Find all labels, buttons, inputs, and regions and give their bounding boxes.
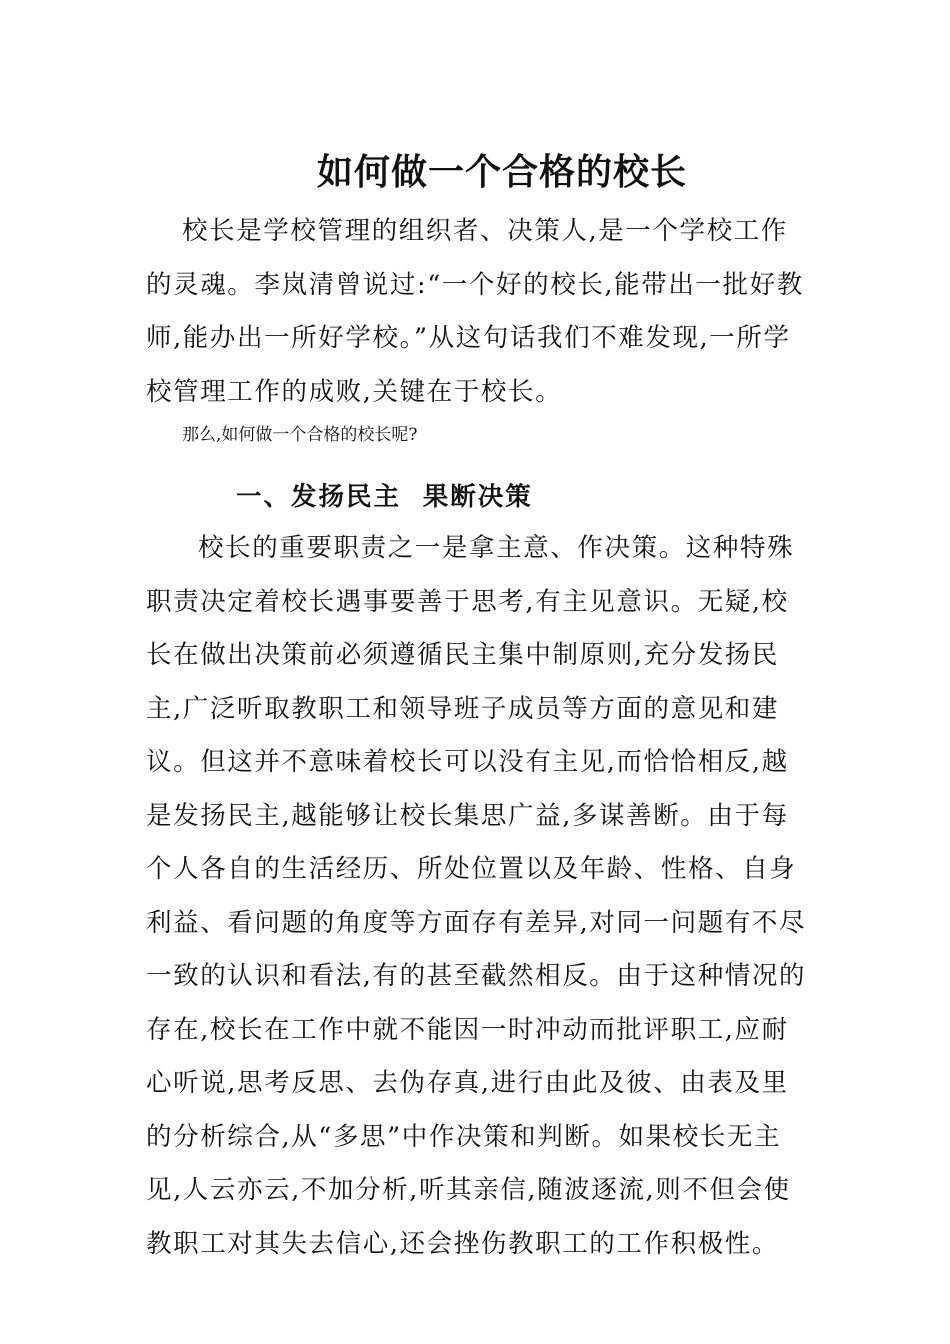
section-body-paragraph: 校长的重要职责之一是拿主意、作决策。这种特殊职责决定着校长遇事要善于思考,有主见意识。无疑,校长在做出决策前必须遵循民主集中制原则,充分发扬民主,广泛听取教职工和领导班子成员等方面的意见和建议。但这并不意味着校长可以没有主见,而恰恰相反,越是发扬民主,越能够让校长集思广益,多谋善断。由于每个人各自的生活经历、所处位置以及年龄、性格、自身利益、看问题的角度等方面存有差异,对同一问题有不尽一致的认识和看法,有的甚至截然相反。由于这种情况的存在,校长在工作中就不能因一时冲动而批评职工,应耐心听说,思考反思、去伪存真,进行由此及彼、由表及里的分析综合,从“多思”中作决策和判断。如果校长无主见,人云亦云,不加分析,听其亲信,随波逐流,则不但会使教职工对其失去信心,还会挫伤教职工的工作积极性。 (146, 533, 807, 1259)
section-heading: 一、发扬民主 果断决策 (236, 482, 533, 512)
document-title: 如何做一个合格的校长 (316, 151, 687, 194)
intro-paragraph: 校长是学校管理的组织者、决策人,是一个学校工作的灵魂。李岚清曾说过:“一个好的校长,能带出一批好教师,能办出一所好学校。”从这句话我们不难发现,一所学校管理工作的成败,关键在于校长。 (146, 216, 804, 407)
question-line: 那么,如何做一个合格的校长呢? (182, 425, 418, 445)
